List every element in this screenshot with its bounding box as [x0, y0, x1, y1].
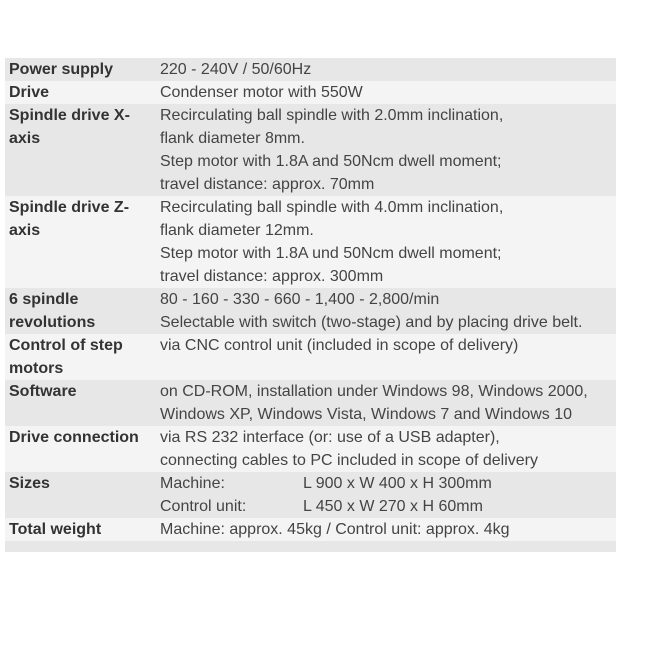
spec-row-step-motor-control [5, 334, 616, 380]
spec-value [156, 334, 616, 380]
spec-value-line: Step motor with 1.8A und 50Ncm dwell moment; [160, 245, 502, 262]
spec-value-line: flank diameter 8mm. [160, 130, 305, 147]
spec-row-sizes [5, 472, 616, 518]
spec-value-line: Condenser motor with 550W [160, 84, 363, 101]
spec-row-spindle-drive-z [5, 196, 616, 288]
spec-label: 6 spindle revolutions [5, 288, 156, 334]
spec-row-software [5, 380, 616, 426]
spec-value-line: Selectable with switch (two-stage) and by placing drive belt. [160, 314, 583, 331]
spec-label: Software [5, 380, 156, 426]
spec-value [156, 380, 616, 426]
spec-label: Spindle drive X-axis [5, 104, 156, 196]
size-name: Control unit: [160, 498, 247, 515]
table-bottom-spacer [5, 541, 616, 552]
spec-label: Control of step motors [5, 334, 156, 380]
spec-value-line: on CD-ROM, installation under Windows 98, Windows 2000, Windows XP, Windows Vista, Windows 7 and Windows 10 [160, 383, 588, 423]
spec-value-line: 220 - 240V / 50/60Hz [160, 61, 312, 78]
spec-value-line: travel distance: approx. 70mm [160, 176, 375, 193]
spec-value-line: flank diameter 12mm. [160, 222, 314, 239]
spec-row-spindle-drive-x [5, 104, 616, 196]
spec-label: Power supply [5, 58, 156, 81]
spec-value-line: travel distance: approx. 300mm [160, 268, 384, 285]
spec-value-line: Step motor with 1.8A and 50Ncm dwell moment; [160, 153, 502, 170]
spec-value-line: 80 - 160 - 330 - 660 - 1,400 - 2,800/min [160, 291, 440, 308]
spec-value [156, 426, 616, 472]
spec-row-power-supply [5, 58, 616, 81]
size-dims: L 450 x W 270 x H 60mm [303, 498, 483, 515]
size-line-control-unit [160, 495, 612, 518]
spec-row-total-weight [5, 518, 616, 541]
spec-value [156, 81, 616, 104]
spec-value-line: Machine: approx. 45kg / Control unit: approx. 4kg [160, 521, 510, 538]
spec-value [156, 288, 616, 334]
spec-value-line: Recirculating ball spindle with 4.0mm inclination, [160, 199, 504, 216]
spec-value [156, 104, 616, 196]
spec-value [156, 58, 616, 81]
spec-table [5, 58, 616, 552]
spec-value [156, 196, 616, 288]
spacer-cell [5, 541, 616, 552]
spec-value [156, 472, 616, 518]
spec-label: Drive connection [5, 426, 156, 472]
spec-value-line: Recirculating ball spindle with 2.0mm inclination, [160, 107, 504, 124]
spec-row-drive-connection [5, 426, 616, 472]
spec-label: Drive [5, 81, 156, 104]
spec-label: Sizes [5, 472, 156, 518]
size-name: Machine: [160, 475, 225, 492]
spec-label: Spindle drive Z-axis [5, 196, 156, 288]
spec-label: Total weight [5, 518, 156, 541]
size-line-machine [160, 472, 612, 495]
spec-value-line: connecting cables to PC included in scope of delivery [160, 452, 538, 469]
size-dims: L 900 x W 400 x H 300mm [303, 475, 492, 492]
spec-value [156, 518, 616, 541]
spec-value-line: via CNC control unit (included in scope of delivery) [160, 337, 519, 354]
spec-value-line: via RS 232 interface (or: use of a USB adapter), [160, 429, 500, 446]
spec-table-body [5, 58, 616, 552]
spec-row-drive [5, 81, 616, 104]
spec-row-spindle-revolutions [5, 288, 616, 334]
